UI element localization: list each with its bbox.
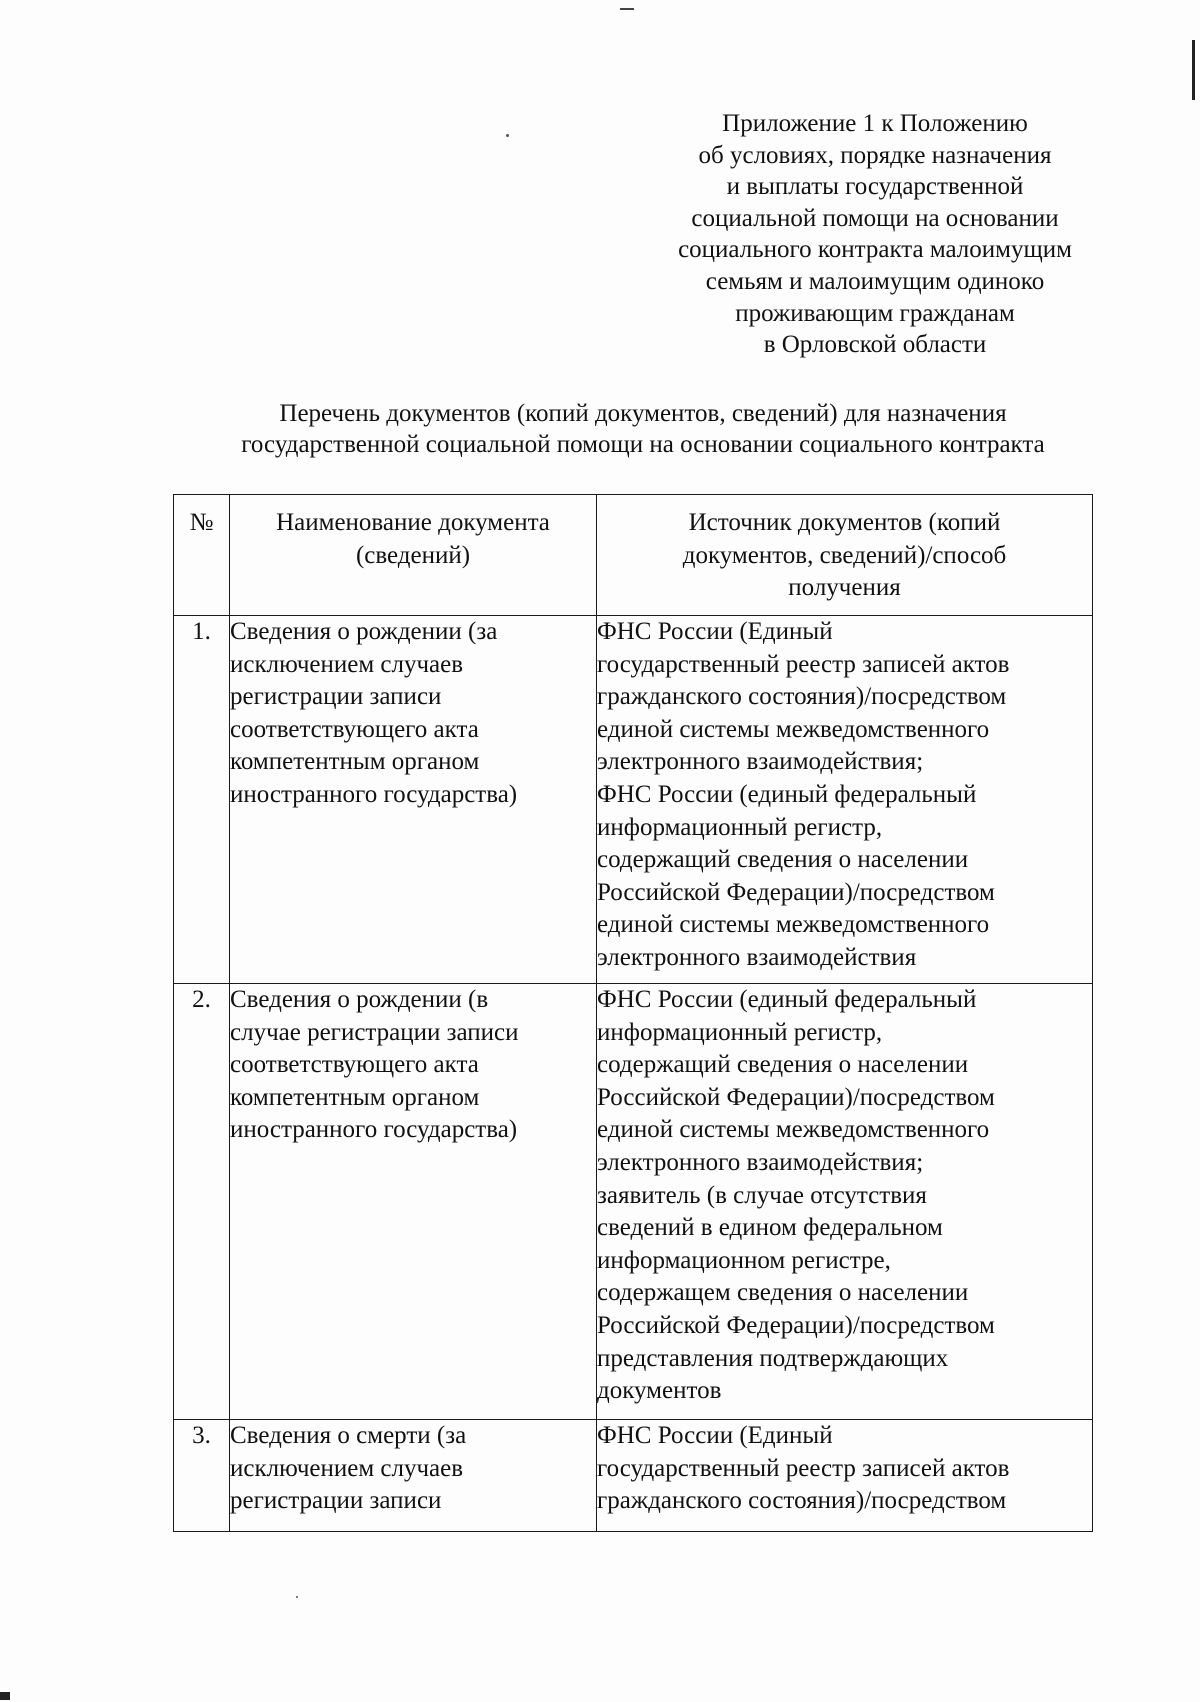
- documents-table: [173, 494, 1093, 1532]
- table-row: [174, 616, 1093, 984]
- scan-edge-mark: [1192, 40, 1195, 100]
- title-line: Перечень документов (копий документов, сведений) для назначения: [279, 400, 1007, 427]
- document-title: [160, 398, 1126, 460]
- document-source-cell: ФНС России (Единый государственный реестр записей актов гражданского состояния)/посредством единой системы межведомственного электронного взаимодействия; ФНС России (единый федеральный информационный регистр, содержащий сведения о населении Российской Федерации)/посредством единой системы межведомственного электронного взаимодействия: [597, 616, 1093, 984]
- document-name-cell: Сведения о рождении (в случае регистрации записи соответствующего акта компетентным органом иностранного государства): [230, 984, 597, 1420]
- document-name-cell: Сведения о смерти (за исключением случаев регистрации записи: [230, 1420, 597, 1532]
- scan-edge-mark: [0, 1692, 10, 1700]
- document-source-cell: ФНС России (единый федеральный информационный регистр, содержащий сведения о населении Российской Федерации)/посредством единой системы межведомственного электронного взаимодействия; заявитель (в случае отсутствия сведений в едином федеральном информационном регистре, содержащем сведения о населении Российской Федерации)/посредством представления подтверждающих документов: [597, 984, 1093, 1420]
- scan-artifact: [506, 134, 509, 137]
- table-row: [174, 1420, 1093, 1532]
- annex-line: социального контракта малоимущим: [678, 236, 1072, 264]
- scan-artifact: [296, 1596, 298, 1598]
- header-source: Источник документов (копий документов, сведений)/способ получения: [597, 495, 1093, 616]
- annex-line: Приложение 1 к Положению: [722, 110, 1028, 137]
- table-row: [174, 984, 1093, 1420]
- annex-line: семьям и малоимущим одиноко: [705, 267, 1045, 295]
- scan-artifact: [620, 8, 634, 10]
- annex-line: социальной помощи на основании: [691, 204, 1059, 232]
- table-header-row: [174, 495, 1093, 616]
- title-line: государственной социальной помощи на основании социального контракта: [241, 431, 1045, 458]
- annex-line: проживающим гражданам: [735, 299, 1015, 327]
- row-number: 3.: [174, 1420, 230, 1532]
- document-source-cell: ФНС России (Единый государственный реестр записей актов гражданского состояния)/посредством: [597, 1420, 1093, 1532]
- annex-line: и выплаты государственной: [726, 173, 1024, 201]
- document-name-cell: Сведения о рождении (за исключением случаев регистрации записи соответствующего акта компетентным органом иностранного государства): [230, 616, 597, 984]
- row-number: 2.: [174, 984, 230, 1420]
- row-number: 1.: [174, 616, 230, 984]
- annex-line: в Орловской области: [763, 331, 987, 359]
- annex-line: об условиях, порядке назначения: [698, 141, 1052, 169]
- annex-heading: [640, 108, 1110, 361]
- header-num: №: [174, 495, 230, 616]
- header-name: Наименование документа (сведений): [230, 495, 597, 616]
